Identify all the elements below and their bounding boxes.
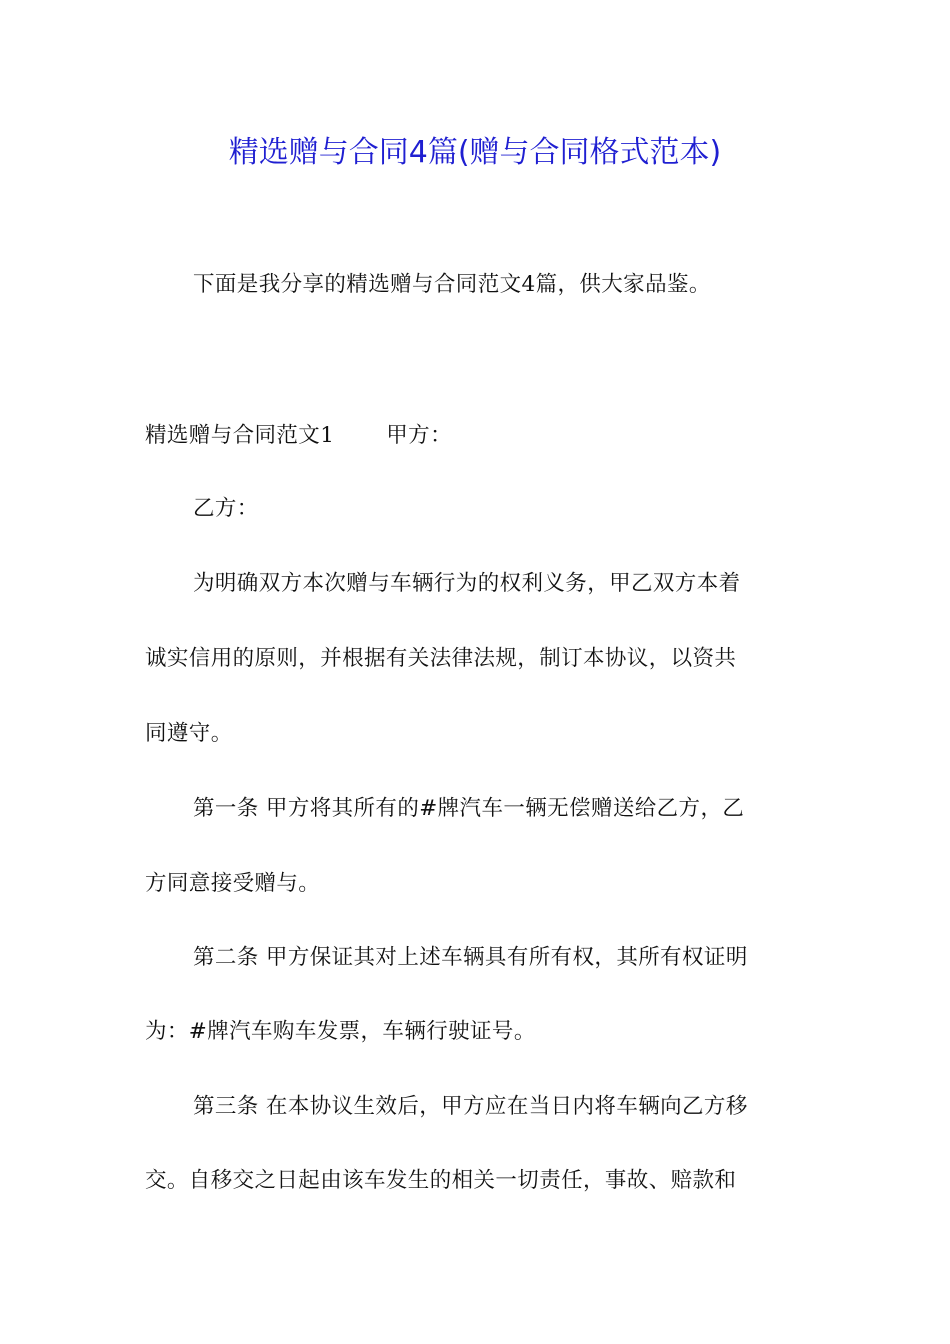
intro-paragraph: 下面是我分享的精选赠与合同范文4篇，供大家品鉴。 — [193, 272, 711, 297]
article-line: 交。自移交之日起由该车发生的相关一切责任，事故、赔款和 — [145, 1168, 737, 1193]
article-line: 第三条 在本协议生效后，甲方应在当日内将车辆向乙方移 — [193, 1094, 748, 1119]
article-line: 第二条 甲方保证其对上述车辆具有所有权，其所有权证明 — [193, 945, 748, 970]
section-heading-row — [145, 421, 815, 451]
party-b-label: 乙方： — [193, 496, 259, 521]
paragraph-line: 同遵守。 — [145, 721, 233, 746]
paragraph-line: 为明确双方本次赠与车辆行为的权利义务，甲乙双方本着 — [193, 571, 741, 596]
party-a-label: 甲方： — [386, 423, 452, 448]
article-line: 为：#牌汽车购车发票，车辆行驶证号。 — [145, 1019, 536, 1044]
section-heading: 精选赠与合同范文1 — [145, 423, 335, 448]
article-line: 第一条 甲方将其所有的#牌汽车一辆无偿赠送给乙方，乙 — [193, 796, 745, 821]
document-title: 精选赠与合同4篇(赠与合同格式范本) — [228, 135, 722, 170]
paragraph-line: 诚实信用的原则，并根据有关法律法规，制订本协议，以资共 — [145, 646, 737, 671]
article-line: 方同意接受赠与。 — [145, 871, 321, 896]
